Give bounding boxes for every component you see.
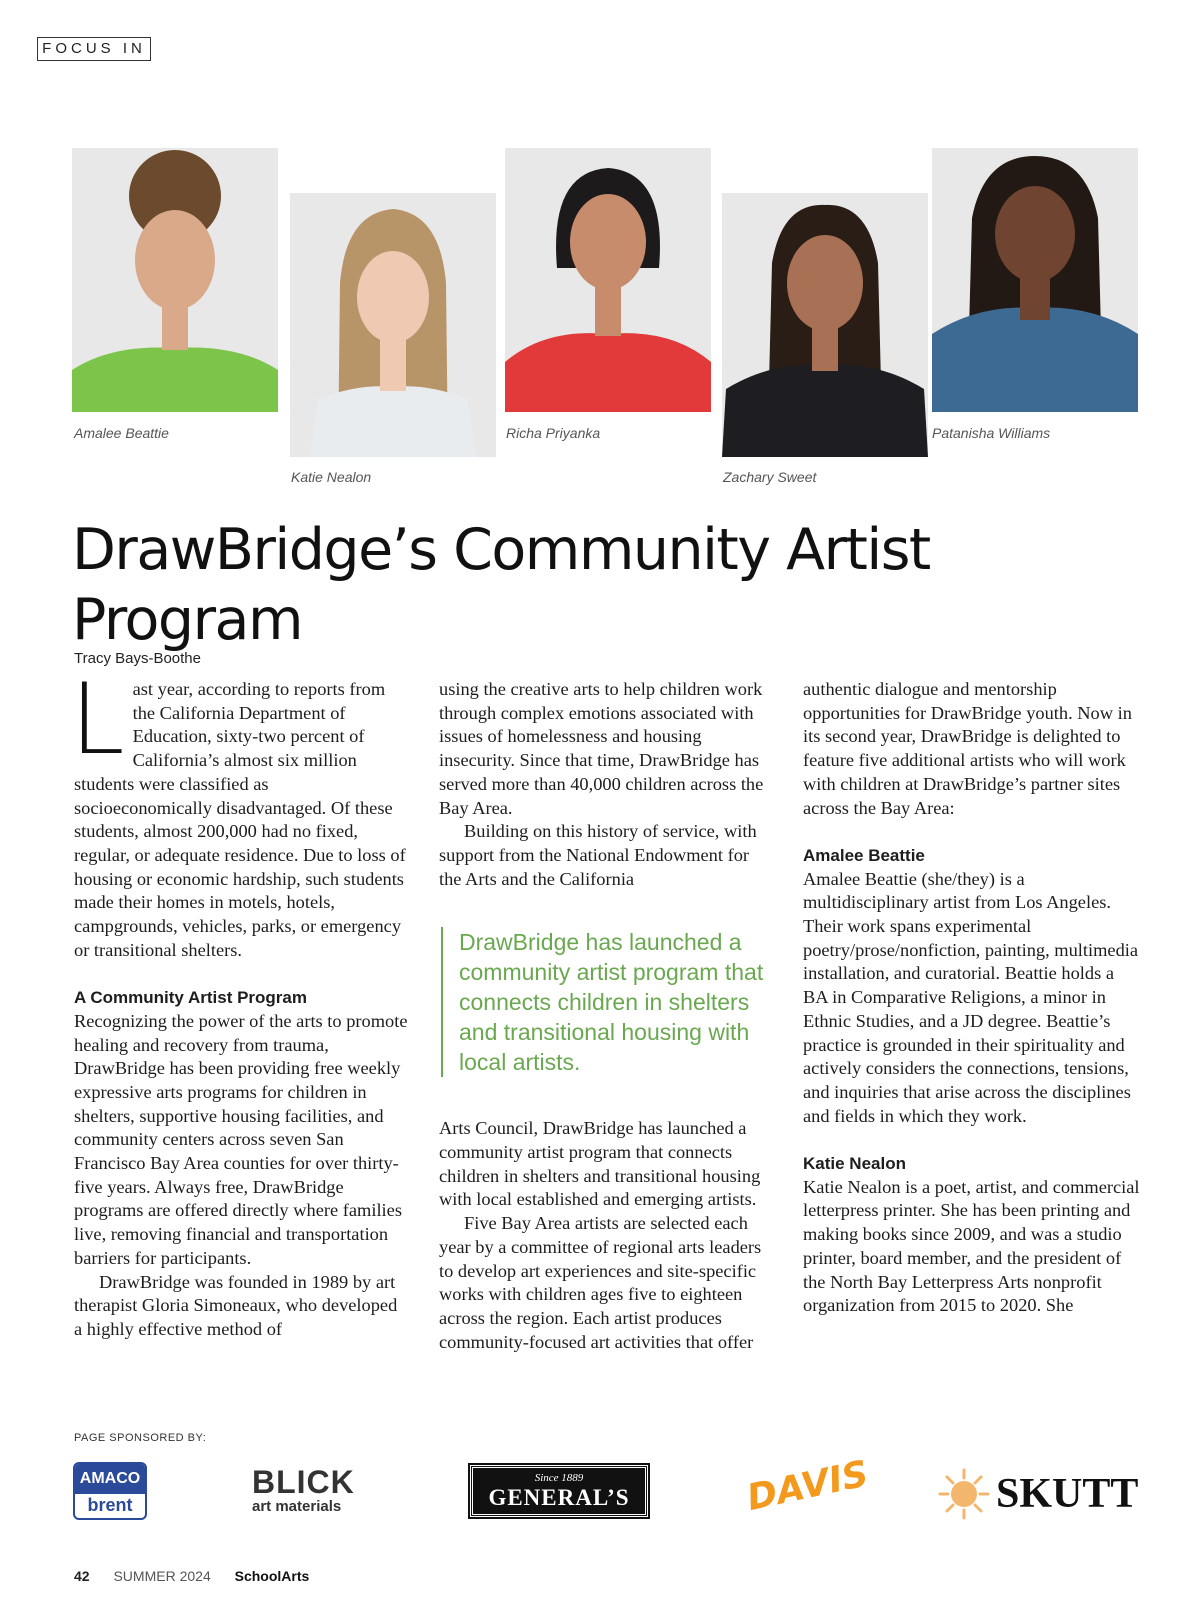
portrait-patanisha-williams (932, 148, 1138, 412)
artist-bio: Katie Nealon is a poet, artist, and commercial letterpress printer. She has been printing and making books since 2009, and was a studio printer, board member, and the president of the North Bay Letterpress Arts nonprofit organization from 2015 to 2020. She (803, 1176, 1140, 1316)
artist-heading: Katie Nealon (803, 1154, 906, 1174)
section-tag: FOCUS IN (37, 37, 151, 61)
page-footer (74, 1568, 329, 1584)
caption-richa-priyanka: Richa Priyanka (506, 425, 601, 441)
article-title: DrawBridge’s Community Artist Program (72, 517, 930, 653)
body-paragraph: authentic dialogue and mentorship opportunities for DrawBridge youth. Now in its second year, DrawBridge is delighted to feature five additional artists who will work with children at DrawBridge’s partner sites across the Bay Area: (803, 679, 1132, 818)
caption-katie-nealon: Katie Nealon (291, 469, 372, 485)
davis-logo: DAVIS (743, 1453, 872, 1519)
portrait-richa-priyanka (505, 148, 711, 412)
body-paragraph: Recognizing the power of the arts to promote healing and recovery from trauma, DrawBridge has been providing free weekly expressive arts programs for children in shelters, supportive housing facilities, and community centers across seven San Francisco Bay Area counties for over thirty-five years. Always free, DrawBridge programs are offered directly where families live, removing financial and transportation barriers for participants. (74, 1010, 408, 1268)
body-paragraph: Building on this history of service, with support from the National Endowment for the Arts and the California (439, 821, 757, 889)
portrait-image (932, 148, 1138, 412)
artist-heading: Amalee Beattie (803, 845, 925, 865)
subheading: A Community Artist Program (74, 988, 307, 1008)
generals-logo: Since 1889 GENERAL’S (470, 1465, 648, 1517)
body-paragraph: Five Bay Area artists are selected each year by a committee of regional arts leaders to develop art experiences and site-specific works with children ages five to eighteen across the region. Each artist produces community-focused art activities that offer (439, 1213, 762, 1352)
artist-bio: Amalee Beattie (she/they) is a multidisciplinary artist from Los Angeles. Their work spans experimental poetry/prose/nonfiction, painting, multimedia installation, and curatorial. Beattie holds a BA in Comparative Religions, a minor in Ethnic Studies, and a JD degree. Beattie’s practice is grounded in their spirituality and actively considers the connections, tensions, and inquiries that arise across the disciplines and fields in which they work. (803, 868, 1139, 1126)
sun-icon (938, 1468, 990, 1520)
intro-paragraph: Last year, according to reports from the California Department of Education, sixty-two percent of California’s almost six million students were classified as socioeconomically disadvantaged. Of these students, almost 200,000 had no fixed, regular, or adequate residence. Due to loss of housing or economic hardship, such students made their homes in motels, hotels, campgrounds, vehicles, parks, or emergency or transitional shelters. (70, 663, 406, 960)
portrait-katie-nealon (290, 193, 496, 457)
body-paragraph: Arts Council, DrawBridge has launched a community artist program that connects children in shelters and transitional housing with local established and emerging artists. (439, 1118, 761, 1210)
sponsor-label: PAGE SPONSORED BY: (74, 1432, 207, 1444)
author-byline: Tracy Bays-Boothe (74, 650, 201, 667)
column-3 (803, 678, 1143, 1318)
portrait-image (505, 148, 711, 412)
portrait-zachary-sweet (722, 193, 928, 457)
page-number: 42 (74, 1568, 90, 1584)
portrait-amalee-beattie (72, 148, 278, 412)
magazine-name: SchoolArts (234, 1568, 310, 1584)
caption-patanisha-williams: Patanisha Williams (932, 425, 1051, 441)
portrait-image (722, 193, 928, 457)
blick-logo: BLICK art materials (252, 1464, 355, 1515)
portrait-image (72, 148, 278, 412)
body-paragraph: DrawBridge was founded in 1989 by art therapist Gloria Simoneaux, who developed a highly effective method of (74, 1271, 398, 1339)
pull-quote: DrawBridge has launched a community artist program that connects children in shelters and transitional housing with local artists. (441, 927, 775, 1077)
caption-zachary-sweet: Zachary Sweet (723, 469, 817, 485)
issue-date: SUMMER 2024 (113, 1568, 211, 1584)
drop-cap: L (70, 663, 125, 777)
column-1 (70, 663, 410, 1342)
caption-amalee-beattie: Amalee Beattie (74, 425, 169, 441)
body-paragraph: using the creative arts to help children work through complex emotions associated with issues of homelessness and housing insecurity. Since that time, DrawBridge has served more than 40,000 children across the Bay Area. (439, 679, 764, 818)
portrait-image (290, 193, 496, 457)
column-2 (439, 678, 775, 1354)
amaco-brent-logo: AMACO brent (73, 1462, 147, 1520)
skutt-logo: SKUTT (938, 1468, 1138, 1520)
